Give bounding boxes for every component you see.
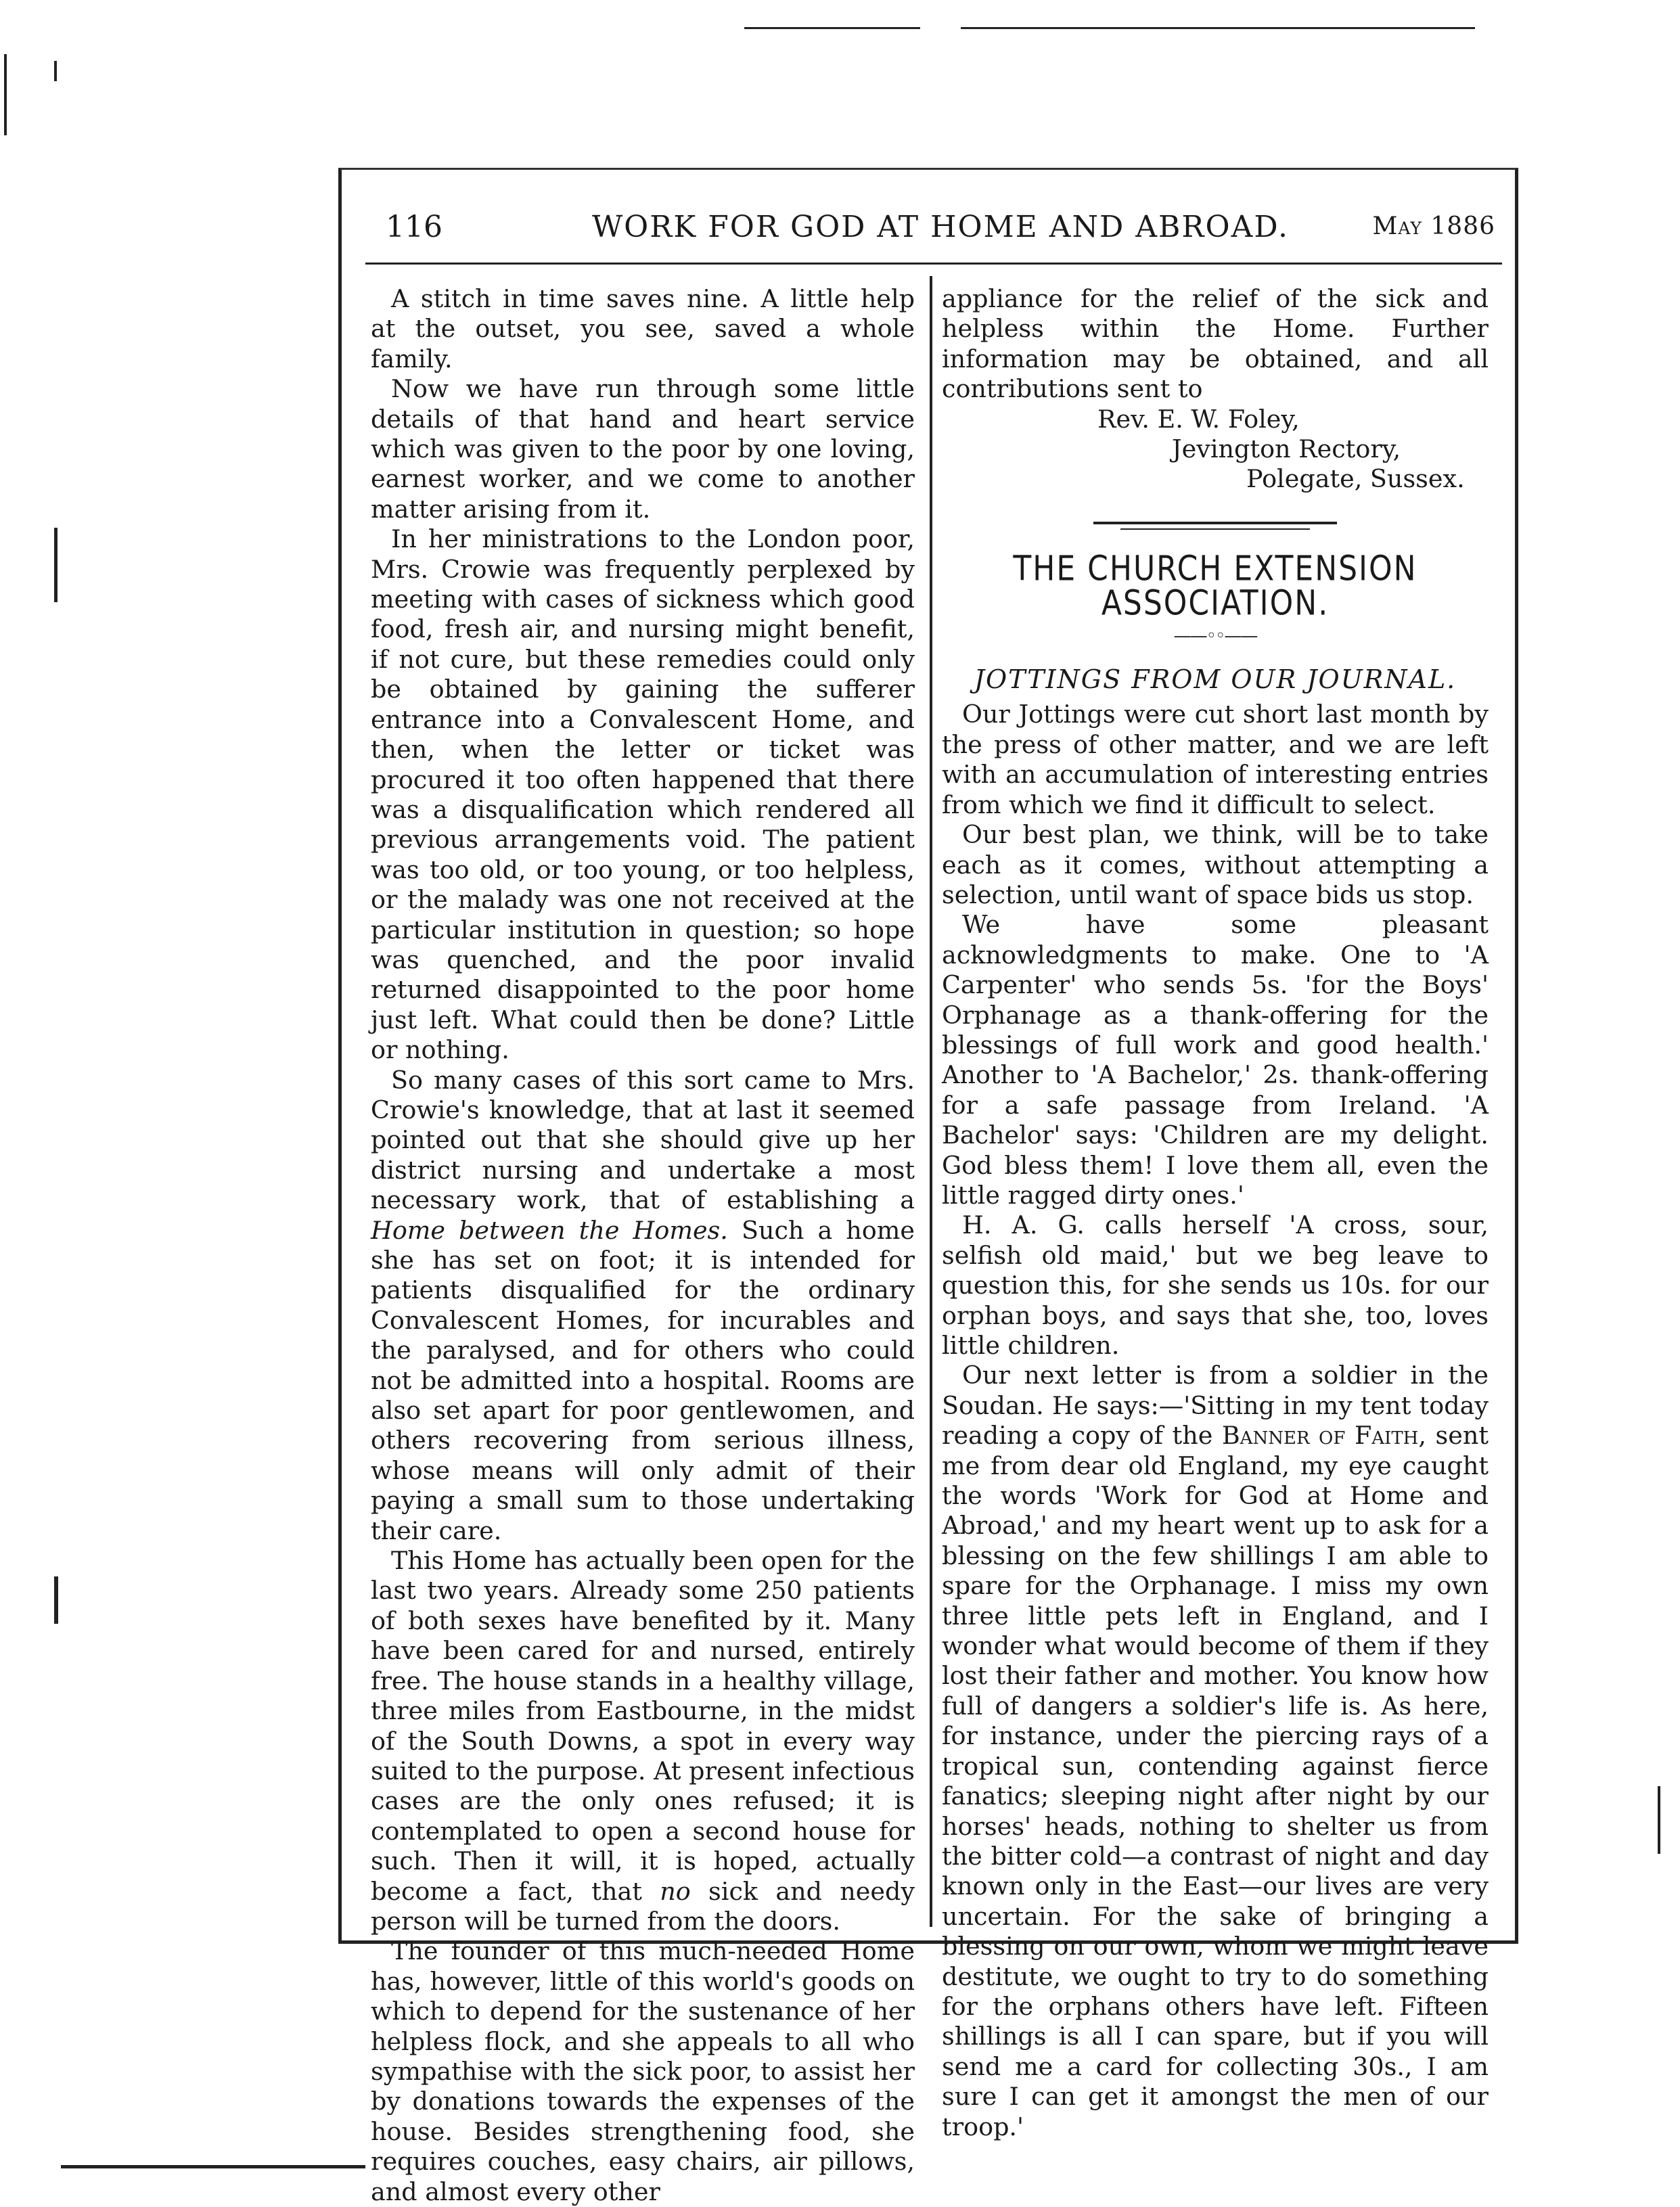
- paragraph: The founder of this much-needed Home has, however, little of this world's goods on which to depend for the sustenance of her helpless flock, and she appeals to all who sympathise with the sick poor, to assist her by donations towards the expenses of the house. Besides strengthening food, she requires couches, easy chairs, air pillows, and almost every other: [371, 1936, 915, 2206]
- page-number: 116: [386, 210, 442, 244]
- paragraph: Our Jottings were cut short last month by the press of other matter, and we are left with an accumulation of interesting entries from which we find it difficult to select.: [942, 700, 1489, 819]
- ornament: ——◦◦——: [1173, 625, 1257, 646]
- running-header: [386, 210, 1495, 257]
- paragraph: We have some pleasant acknowledgments to make. One to 'A Carpenter' who sends 5s. 'for the Boys' Orphanage as a thank-offering for the blessings of full work and good health.' Another to 'A Bachelor,' 2s. thank-offering for a safe passage from Ireland. 'A Bachelor' says: 'Children are my delight. God bless them! I love them all, even the little ragged dirty ones.': [942, 910, 1489, 1210]
- subheading: JOTTINGS FROM OUR JOURNAL.: [974, 664, 1457, 695]
- paragraph: H. A. G. calls herself 'A cross, sour, selfish old maid,' but we beg leave to question this, for she sends us 10s. for our orphan boys, and says that she, too, loves little children.: [942, 1210, 1489, 1360]
- column-rule: [930, 276, 932, 1927]
- address-line: Polegate, Sussex.: [1246, 464, 1465, 494]
- section-divider: [1093, 522, 1337, 534]
- right-column: [942, 284, 1489, 2142]
- italic-word: no: [660, 1876, 691, 1906]
- periodical-name: Banner of Faith: [1221, 1421, 1419, 1451]
- address-block: [942, 405, 1489, 495]
- section-title: THE CHURCH EXTENSION ASSOCIATION.: [1013, 549, 1417, 624]
- paragraph: This Home has actually been open for the last two years. Already some 250 patients of both sexes have benefited by it. Many have been cared for and nursed, entirely free. The house stands in a healthy village, three miles from Eastbourne, in the midst of the South Downs, a spot in every way suited to the purpose. At present infectious cases are the only ones refused; it is contemplated to open a second house for such. Then it will, it is hoped, actually become a fact, that no sick and needy person will be turned from the doors.: [371, 1546, 915, 1936]
- running-title: WORK FOR GOD AT HOME AND ABROAD.: [591, 210, 1290, 244]
- issue-date: May 1886: [1372, 212, 1495, 240]
- left-column: [371, 284, 915, 2207]
- paragraph: Now we have run through some little details of that hand and heart service which was given to the poor by one loving, earnest worker, and we come to another matter arising from it.: [371, 374, 915, 524]
- header-rule: [365, 263, 1502, 265]
- paragraph: Our best plan, we think, will be to take each as it comes, without attempting a selection, until want of space bids us stop.: [942, 820, 1489, 909]
- paragraph: appliance for the relief of the sick and helpless within the Home. Further information may be obtained, and all contributions sent to: [942, 284, 1489, 404]
- paragraph: Our next letter is from a soldier in the Soudan. He says:—'Sitting in my tent today reading a copy of the Banner of Faith, sent me from dear old England, my eye caught the words 'Work for God at Home and Abroad,' and my heart went up to ask for a blessing on the few shillings I am able to spare for the Orphanage. I miss my own three little pets left in England, and I wonder what would become of them if they lost their father and mother. You know how full of dangers a soldier's life is. As here, for instance, under the piercing rays of a tropical sun, contending against fierce fanatics; sleeping night after night by our horses' heads, nothing to shelter us from the bitter cold—a contrast of night and day known only in the East—our lives are very uncertain. For the sake of bringing a blessing on our own, whom we might leave destitute, we ought to try to do something for the orphans others have left. Fifteen shillings is all I can spare, but if you will send me a card for collecting 30s., I am sure I can get it amongst the men of our troop.': [942, 1361, 1489, 2141]
- address-line: Rev. E. W. Foley,: [1097, 404, 1300, 434]
- paragraph: A stitch in time saves nine. A little help at the outset, you see, saved a whole family.: [371, 284, 915, 373]
- italic-phrase: Home between the Homes.: [371, 1215, 728, 1245]
- paragraph: In her ministrations to the London poor, Mrs. Crowie was frequently perplexed by meeting with cases of sickness which good food, fresh air, and nursing might benefit, if not cure, but these remedies could only be obtained by gaining the sufferer entrance into a Convalescent Home, and then, when the letter or ticket was procured it too often happened that there was a disqualification which rendered all previous arrangements void. The patient was too old, or too young, or too helpless, or the malady was one not received at the particular institution in question; so hope was quenched, and the poor invalid returned disappointed to the poor home just left. What could then be done? Little or nothing.: [371, 524, 915, 1065]
- paragraph: So many cases of this sort came to Mrs. Crowie's knowledge, that at last it seemed pointed out that she should give up her district nursing and undertake a most necessary work, that of establishing a Home between the Homes. Such a home she has set on foot; it is intended for patients disqualified for the ordinary Convalescent Homes, for incurables and the paralysed, and for others who could not be admitted into a hospital. Rooms are also set apart for poor gentlewomen, and others recovering from serious illness, whose means will only admit of their paying a small sum to those undertaking their care.: [371, 1065, 915, 1545]
- address-line: Jevington Rectory,: [1172, 434, 1401, 464]
